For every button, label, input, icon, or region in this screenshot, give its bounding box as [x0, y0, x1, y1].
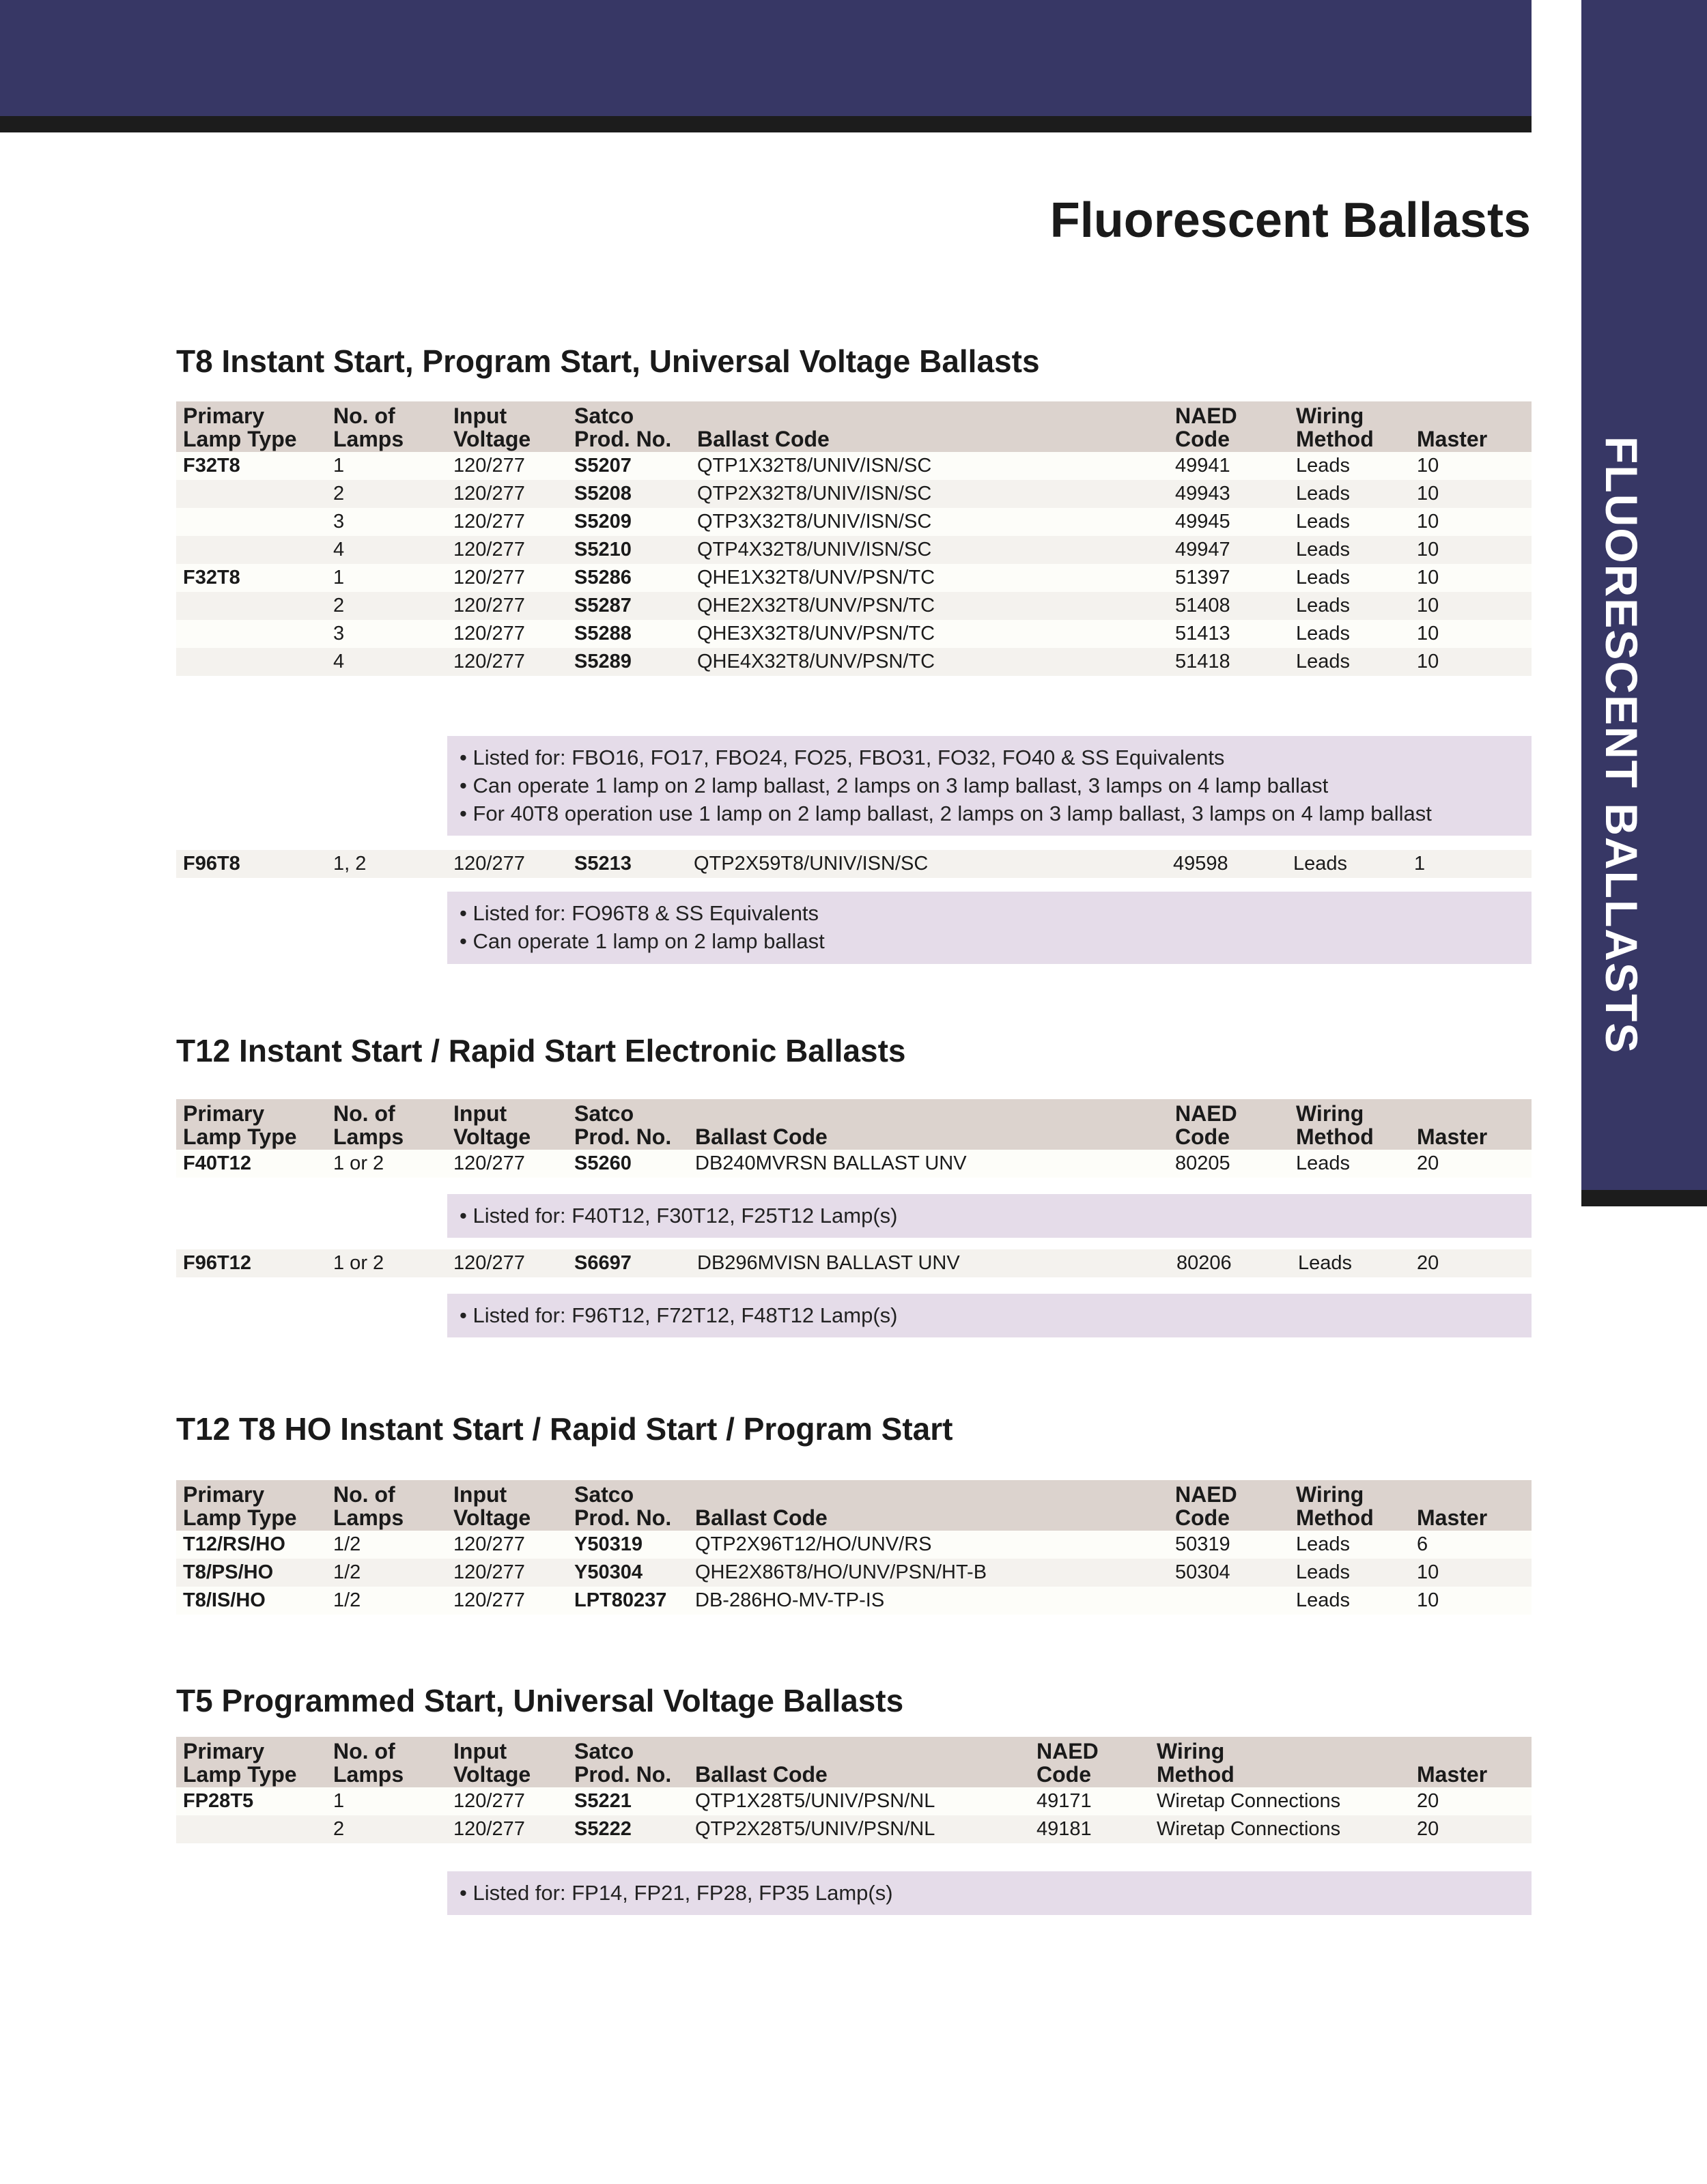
table-cell: 1/2	[333, 1561, 361, 1583]
header-lamps: No. of	[333, 1739, 395, 1763]
header-voltage: Input	[453, 403, 507, 428]
table-cell: 1	[333, 567, 345, 588]
header-wiring: Wiring	[1157, 1739, 1225, 1763]
table-cell: 1/2	[333, 1533, 361, 1555]
note-line: • Listed for: F96T12, F72T12, F48T12 Lamp(s)	[460, 1303, 898, 1327]
header-naed: NAED	[1175, 1101, 1237, 1126]
notes-t12-f96	[447, 1294, 1532, 1337]
table-cell: 120/277	[453, 567, 525, 588]
header-prod-no: Satco	[574, 1101, 634, 1126]
table-cell: 51408	[1175, 595, 1230, 616]
table-cell: 120/277	[453, 651, 525, 672]
table-cell: S6697	[574, 1252, 632, 1274]
note-line: • Listed for: FO96T8 & SS Equivalents	[460, 901, 819, 925]
table-cell: 10	[1417, 595, 1439, 616]
table-row	[176, 480, 1532, 508]
side-tab-label: FLUORESCENT BALLASTS	[1596, 436, 1647, 1055]
table-cell: S5286	[574, 567, 632, 588]
table-cell: S5260	[574, 1152, 632, 1174]
table-cell: QTP2X96T12/HO/UNV/RS	[695, 1533, 932, 1555]
header-wiring: Wiring	[1296, 1482, 1364, 1507]
table-cell: S5221	[574, 1790, 632, 1812]
table-cell: 10	[1417, 455, 1439, 477]
table-cell: Leads	[1296, 1152, 1351, 1174]
table-cell: 10	[1417, 511, 1439, 533]
note-line: • Can operate 1 lamp on 2 lamp ballast	[460, 929, 825, 953]
table-row	[176, 620, 1532, 648]
table-cell: 1/2	[333, 1589, 361, 1611]
header-lamp-type-2: Lamp Type	[183, 1762, 297, 1787]
note-line: • For 40T8 operation use 1 lamp on 2 lamp ballast, 2 lamps on 3 lamp ballast, 3 lamps on 4 lamp ballast	[460, 802, 1432, 825]
header-lamps-2: Lamps	[333, 1762, 404, 1787]
table-cell: 49943	[1175, 483, 1230, 505]
header-naed: NAED	[1175, 403, 1237, 428]
table-cell: 2	[333, 483, 345, 505]
section-title-t5: T5 Programmed Start, Universal Voltage Ballasts	[176, 1683, 904, 1718]
notes-t8-f96	[447, 892, 1532, 964]
header-ballast-code: Ballast Code	[695, 1124, 828, 1149]
table-row	[176, 1787, 1532, 1815]
header-voltage: Input	[453, 1101, 507, 1126]
header-prod-no-2: Prod. No.	[574, 1124, 672, 1149]
table-cell: 49598	[1173, 853, 1228, 875]
header-master: Master	[1417, 1124, 1488, 1149]
header-prod-no-2: Prod. No.	[574, 427, 672, 451]
header-wiring-2: Method	[1296, 1505, 1374, 1530]
top-banner-rule	[0, 116, 1532, 132]
table-cell: 120/277	[453, 483, 525, 505]
header-naed: NAED	[1175, 1482, 1237, 1507]
table-cell: Leads	[1296, 1589, 1351, 1611]
table-cell: S5288	[574, 623, 632, 644]
side-tab-rule	[1581, 1190, 1707, 1206]
table-cell: DB240MVRSN BALLAST UNV	[695, 1152, 967, 1174]
table-cell: S5208	[574, 483, 632, 505]
table-cell: QHE3X32T8/UNV/PSN/TC	[697, 623, 935, 644]
table-row	[176, 1587, 1532, 1615]
table-row	[176, 508, 1532, 536]
table-cell: 120/277	[453, 539, 525, 561]
table-cell: S5289	[574, 651, 632, 672]
header-master: Master	[1417, 1762, 1488, 1787]
header-voltage: Input	[453, 1739, 507, 1763]
header-lamp-type-2: Lamp Type	[183, 1505, 297, 1530]
table-cell: Leads	[1296, 567, 1351, 588]
table-cell: Leads	[1296, 511, 1351, 533]
header-voltage: Input	[453, 1482, 507, 1507]
table-row	[176, 850, 1532, 878]
table-row	[176, 1531, 1532, 1559]
table-cell: DB296MVISN BALLAST UNV	[697, 1252, 960, 1274]
header-naed-2: Code	[1036, 1762, 1091, 1787]
table-cell: 49181	[1036, 1818, 1092, 1840]
table-cell: Leads	[1296, 595, 1351, 616]
table-cell: 10	[1417, 483, 1439, 505]
table-cell: 50304	[1175, 1561, 1230, 1583]
table-cell: 1	[333, 455, 345, 477]
table-t5	[176, 1737, 1532, 1843]
table-cell: QHE2X32T8/UNV/PSN/TC	[697, 595, 935, 616]
header-voltage-2: Voltage	[453, 1124, 531, 1149]
header-lamps-2: Lamps	[333, 1505, 404, 1530]
table-cell: S5210	[574, 539, 632, 561]
table-cell: Leads	[1298, 1252, 1353, 1274]
table-cell: 20	[1417, 1252, 1439, 1274]
table-cell: QTP1X28T5/UNIV/PSN/NL	[695, 1790, 935, 1812]
table-cell: S5213	[574, 853, 632, 875]
table-cell: 51413	[1175, 623, 1230, 644]
note-line: • Listed for: F40T12, F30T12, F25T12 Lamp(s)	[460, 1204, 898, 1228]
table-cell: QTP2X32T8/UNIV/ISN/SC	[697, 483, 932, 505]
header-wiring-2: Method	[1157, 1762, 1235, 1787]
table-cell: DB-286HO-MV-TP-IS	[695, 1589, 885, 1611]
section-title-t12: T12 Instant Start / Rapid Start Electronic Ballasts	[176, 1033, 906, 1068]
table-cell: Leads	[1296, 455, 1351, 477]
header-ballast-code: Ballast Code	[697, 427, 830, 451]
header-wiring-2: Method	[1296, 427, 1374, 451]
table-row	[176, 1559, 1532, 1587]
page-title: Fluorescent Ballasts	[1049, 193, 1531, 248]
table-cell: Leads	[1296, 623, 1351, 644]
table-cell: F40T12	[183, 1152, 251, 1174]
notes-t5	[447, 1871, 1532, 1915]
table-row	[176, 1815, 1532, 1843]
table-cell: 51397	[1175, 567, 1230, 588]
table-row	[176, 1249, 1532, 1277]
table-row	[176, 1150, 1532, 1178]
table-cell: 120/277	[453, 623, 525, 644]
header-voltage-2: Voltage	[453, 1505, 531, 1530]
header-naed: NAED	[1036, 1739, 1099, 1763]
table-cell: 120/277	[453, 1252, 525, 1274]
table-cell: Y50319	[574, 1533, 643, 1555]
table-cell: QHE2X86T8/HO/UNV/PSN/HT-B	[695, 1561, 987, 1583]
table-cell: 1	[1414, 853, 1426, 875]
header-lamp-type-2: Lamp Type	[183, 1124, 297, 1149]
table-cell: QHE4X32T8/UNV/PSN/TC	[697, 651, 935, 672]
note-line: • Can operate 1 lamp on 2 lamp ballast, 2 lamps on 3 lamp ballast, 3 lamps on 4 lamp ballast	[460, 774, 1329, 797]
table-cell: 1, 2	[333, 853, 367, 875]
table-cell: 120/277	[453, 1152, 525, 1174]
header-lamp-type: Primary	[183, 1739, 265, 1763]
table-cell: Y50304	[574, 1561, 643, 1583]
table-cell: 1 or 2	[333, 1152, 384, 1174]
table-cell: 20	[1417, 1790, 1439, 1812]
table-cell: F96T12	[183, 1252, 251, 1274]
table-cell: QTP2X59T8/UNIV/ISN/SC	[694, 853, 929, 875]
table-cell: F32T8	[183, 567, 240, 588]
section-title-ho: T12 T8 HO Instant Start / Rapid Start / Program Start	[176, 1411, 953, 1447]
header-lamp-type-2: Lamp Type	[183, 427, 297, 451]
table-cell: 10	[1417, 567, 1439, 588]
table-cell: 10	[1417, 539, 1439, 561]
table-cell: 1 or 2	[333, 1252, 384, 1274]
table-cell: FP28T5	[183, 1790, 254, 1812]
table-cell: QTP2X28T5/UNIV/PSN/NL	[695, 1818, 935, 1840]
table-cell: F96T8	[183, 853, 240, 875]
header-prod-no: Satco	[574, 1739, 634, 1763]
table-cell: S5287	[574, 595, 632, 616]
header-lamp-type: Primary	[183, 1482, 265, 1507]
table-cell: QHE1X32T8/UNV/PSN/TC	[697, 567, 935, 588]
table-cell: QTP1X32T8/UNIV/ISN/SC	[697, 455, 932, 477]
table-cell: Leads	[1293, 853, 1348, 875]
header-naed-2: Code	[1175, 1505, 1230, 1530]
table-header	[176, 1737, 1532, 1787]
header-lamp-type: Primary	[183, 403, 265, 428]
table-cell: 120/277	[453, 853, 525, 875]
table-row	[176, 564, 1532, 592]
header-master: Master	[1417, 1505, 1488, 1530]
table-cell: 120/277	[453, 511, 525, 533]
table-cell: 2	[333, 1818, 345, 1840]
table-cell: 3	[333, 511, 345, 533]
top-banner	[0, 0, 1532, 116]
table-cell: 80205	[1175, 1152, 1230, 1174]
table-cell: 10	[1417, 1589, 1439, 1611]
header-voltage-2: Voltage	[453, 1762, 531, 1787]
table-cell: 49945	[1175, 511, 1230, 533]
header-lamps: No. of	[333, 1101, 395, 1126]
table-cell: Leads	[1296, 539, 1351, 561]
table-cell: 3	[333, 623, 345, 644]
table-t12-f96	[176, 1249, 1532, 1277]
table-row	[176, 648, 1532, 676]
table-row	[176, 592, 1532, 620]
table-cell: 50319	[1175, 1533, 1230, 1555]
table-cell: 51418	[1175, 651, 1230, 672]
table-cell: T12/RS/HO	[183, 1533, 285, 1555]
header-wiring: Wiring	[1296, 1101, 1364, 1126]
header-lamp-type: Primary	[183, 1101, 265, 1126]
table-cell: F32T8	[183, 455, 240, 477]
table-cell: Wiretap Connections	[1157, 1790, 1341, 1812]
table-cell: 20	[1417, 1152, 1439, 1174]
table-cell: Leads	[1296, 1561, 1351, 1583]
header-lamps: No. of	[333, 1482, 395, 1507]
table-cell: 80206	[1176, 1252, 1232, 1274]
header-prod-no-2: Prod. No.	[574, 1505, 672, 1530]
table-header	[176, 1099, 1532, 1150]
table-cell: QTP3X32T8/UNIV/ISN/SC	[697, 511, 932, 533]
table-t12	[176, 1099, 1532, 1178]
header-wiring-2: Method	[1296, 1124, 1374, 1149]
table-cell: 120/277	[453, 455, 525, 477]
header-ballast-code: Ballast Code	[695, 1505, 828, 1530]
table-cell: 120/277	[453, 595, 525, 616]
header-prod-no: Satco	[574, 403, 634, 428]
table-cell: 6	[1417, 1533, 1428, 1555]
table-cell: Leads	[1296, 483, 1351, 505]
table-header	[176, 1480, 1532, 1531]
table-cell: S5209	[574, 511, 632, 533]
table-header	[176, 401, 1532, 452]
table-ho	[176, 1480, 1532, 1615]
table-cell: 10	[1417, 1561, 1439, 1583]
table-row	[176, 536, 1532, 564]
table-cell: T8/PS/HO	[183, 1561, 274, 1583]
header-prod-no-2: Prod. No.	[574, 1762, 672, 1787]
table-cell: T8/IS/HO	[183, 1589, 266, 1611]
header-naed-2: Code	[1175, 1124, 1230, 1149]
table-cell: S5207	[574, 455, 632, 477]
table-t8	[176, 401, 1532, 676]
header-wiring: Wiring	[1296, 403, 1364, 428]
notes-t12	[447, 1194, 1532, 1238]
table-cell: Leads	[1296, 1533, 1351, 1555]
table-cell: 120/277	[453, 1790, 525, 1812]
table-cell: LPT80237	[574, 1589, 667, 1611]
table-cell: 49947	[1175, 539, 1230, 561]
table-cell: 10	[1417, 651, 1439, 672]
table-cell: 4	[333, 539, 345, 561]
table-row	[176, 452, 1532, 480]
table-cell: 120/277	[453, 1533, 525, 1555]
table-cell: 1	[333, 1790, 345, 1812]
table-cell: 4	[333, 651, 345, 672]
table-cell: S5222	[574, 1818, 632, 1840]
header-lamps: No. of	[333, 403, 395, 428]
table-cell: 20	[1417, 1818, 1439, 1840]
header-ballast-code: Ballast Code	[695, 1762, 828, 1787]
header-lamps-2: Lamps	[333, 427, 404, 451]
table-t8-f96	[176, 850, 1532, 878]
table-cell: Leads	[1296, 651, 1351, 672]
table-cell: 10	[1417, 623, 1439, 644]
table-cell: 2	[333, 595, 345, 616]
header-naed-2: Code	[1175, 427, 1230, 451]
note-line: • Listed for: FBO16, FO17, FBO24, FO25, FBO31, FO32, FO40 & SS Equivalents	[460, 746, 1225, 769]
header-lamps-2: Lamps	[333, 1124, 404, 1149]
table-cell: 120/277	[453, 1818, 525, 1840]
table-cell: 120/277	[453, 1561, 525, 1583]
header-master: Master	[1417, 427, 1488, 451]
table-cell: 120/277	[453, 1589, 525, 1611]
table-cell: Wiretap Connections	[1157, 1818, 1341, 1840]
header-prod-no: Satco	[574, 1482, 634, 1507]
table-cell: 49171	[1036, 1790, 1092, 1812]
section-title-t8: T8 Instant Start, Program Start, Universal Voltage Ballasts	[176, 343, 1040, 379]
table-cell: QTP4X32T8/UNIV/ISN/SC	[697, 539, 932, 561]
header-voltage-2: Voltage	[453, 427, 531, 451]
note-line: • Listed for: FP14, FP21, FP28, FP35 Lamp(s)	[460, 1881, 893, 1905]
notes-t8	[447, 736, 1532, 836]
table-cell: 49941	[1175, 455, 1230, 477]
